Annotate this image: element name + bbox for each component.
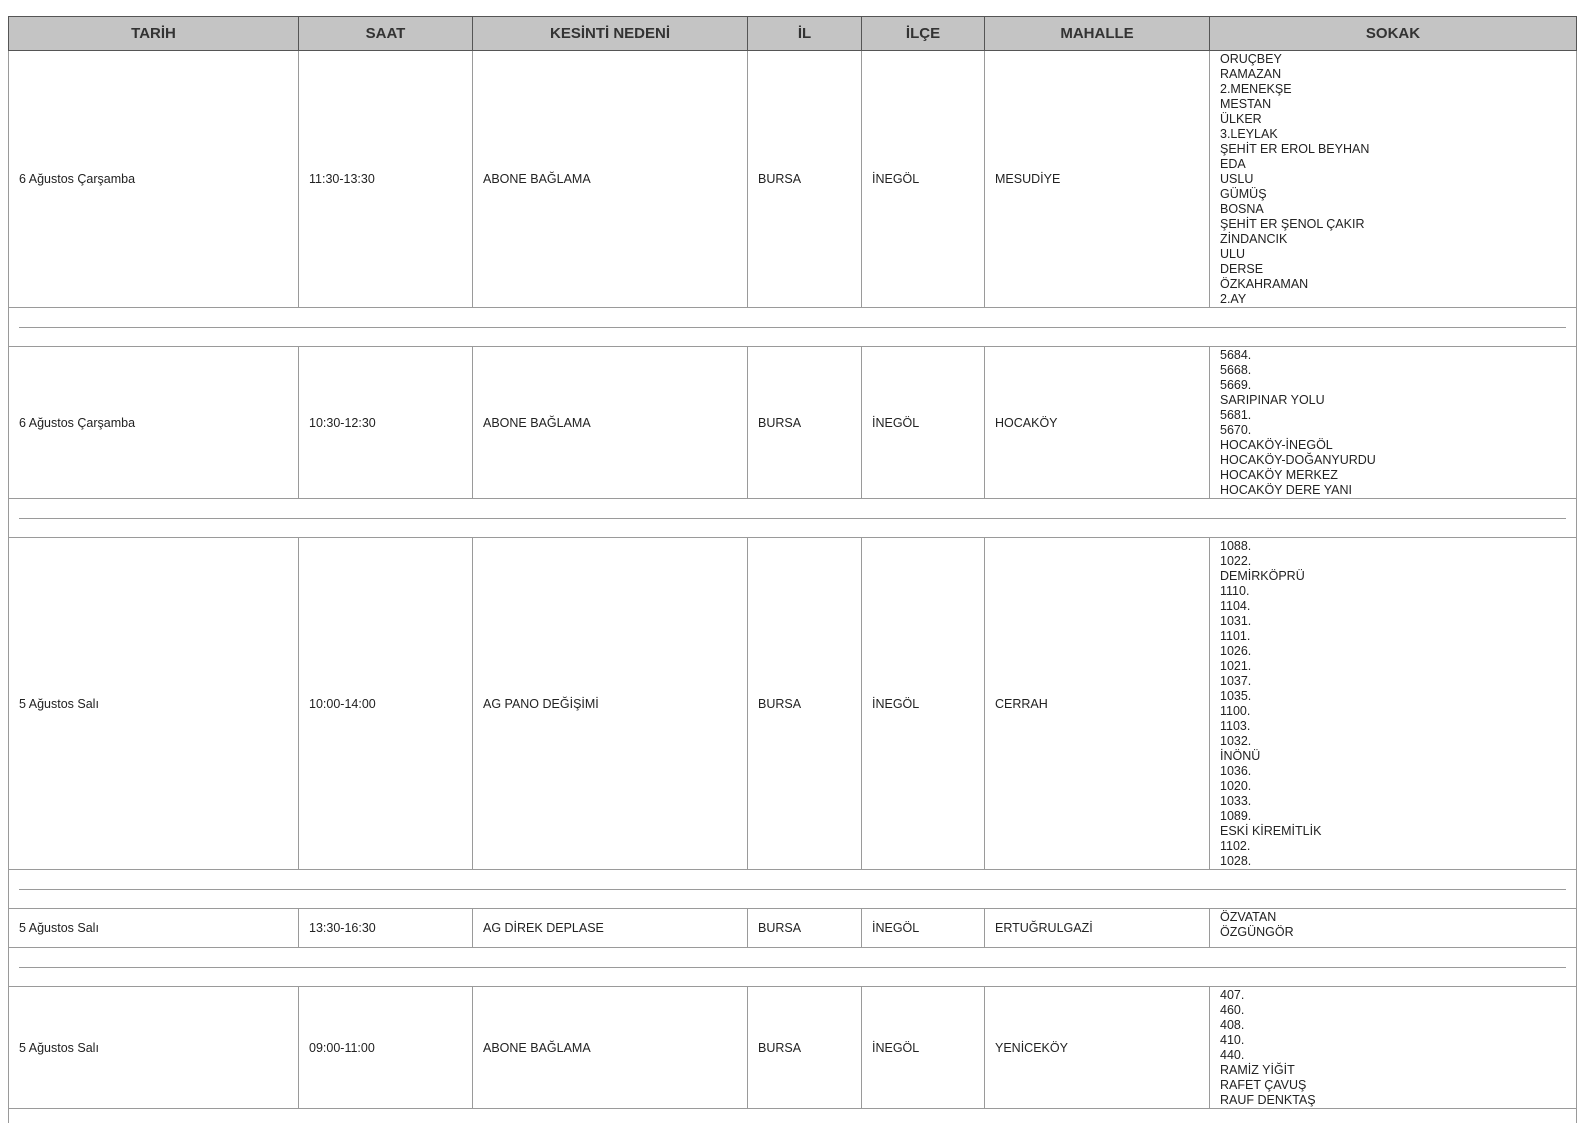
street-name: 5668. bbox=[1220, 363, 1566, 378]
cell-mahalle: ERTUĞRULGAZİ bbox=[985, 909, 1210, 948]
divider bbox=[19, 967, 1566, 968]
separator-row bbox=[9, 308, 1577, 347]
cell-sokak bbox=[1210, 538, 1577, 870]
cell-tarih: 5 Ağustos Salı bbox=[9, 909, 299, 948]
column-header-mahalle: MAHALLE bbox=[985, 17, 1210, 51]
separator-row bbox=[9, 870, 1577, 909]
column-header-kesinti-nedeni: KESİNTİ NEDENİ bbox=[473, 17, 748, 51]
street-name: ŞEHİT ER EROL BEYHAN bbox=[1220, 142, 1566, 157]
street-name: 1031. bbox=[1220, 614, 1566, 629]
street-name: 5684. bbox=[1220, 348, 1566, 363]
cell-saat: 10:30-12:30 bbox=[299, 347, 473, 499]
column-header-saat: SAAT bbox=[299, 17, 473, 51]
street-name: 1104. bbox=[1220, 599, 1566, 614]
cell-il: BURSA bbox=[748, 909, 862, 948]
separator-row bbox=[9, 948, 1577, 987]
street-name: ESKİ KİREMİTLİK bbox=[1220, 824, 1566, 839]
street-name: ZİNDANCIK bbox=[1220, 232, 1566, 247]
street-name: ÖZVATAN bbox=[1220, 910, 1566, 925]
street-name: HOCAKÖY-DOĞANYURDU bbox=[1220, 453, 1566, 468]
separator-row bbox=[9, 499, 1577, 538]
cell-tarih: 5 Ağustos Salı bbox=[9, 538, 299, 870]
separator-row bbox=[9, 1109, 1577, 1123]
cell-kesinti-nedeni: ABONE BAĞLAMA bbox=[473, 987, 748, 1109]
cell-kesinti-nedeni: ABONE BAĞLAMA bbox=[473, 347, 748, 499]
street-name: 1033. bbox=[1220, 794, 1566, 809]
column-header-ilce: İLÇE bbox=[862, 17, 985, 51]
street-name: RAUF DENKTAŞ bbox=[1220, 1093, 1566, 1108]
street-name: ŞEHİT ER ŞENOL ÇAKIR bbox=[1220, 217, 1566, 232]
street-name: ÖZKAHRAMAN bbox=[1220, 277, 1566, 292]
cell-il: BURSA bbox=[748, 51, 862, 308]
column-header-il: İL bbox=[748, 17, 862, 51]
cell-saat: 10:00-14:00 bbox=[299, 538, 473, 870]
cell-mahalle: HOCAKÖY bbox=[985, 347, 1210, 499]
cell-tarih: 6 Ağustos Çarşamba bbox=[9, 51, 299, 308]
cell-sokak bbox=[1210, 51, 1577, 308]
cell-tarih: 5 Ağustos Salı bbox=[9, 987, 299, 1109]
street-name: ORUÇBEY bbox=[1220, 52, 1566, 67]
street-name: RAMİZ YİĞİT bbox=[1220, 1063, 1566, 1078]
street-name: 1036. bbox=[1220, 764, 1566, 779]
cell-kesinti-nedeni: AG DİREK DEPLASE bbox=[473, 909, 748, 948]
cell-saat: 13:30-16:30 bbox=[299, 909, 473, 948]
street-name: 1021. bbox=[1220, 659, 1566, 674]
street-name: 460. bbox=[1220, 1003, 1566, 1018]
street-name: 2.AY bbox=[1220, 292, 1566, 307]
street-name: 1089. bbox=[1220, 809, 1566, 824]
street-name: SARIPINAR YOLU bbox=[1220, 393, 1566, 408]
street-name: ÖZGÜNGÖR bbox=[1220, 925, 1566, 940]
table-row bbox=[9, 909, 1577, 948]
table-row bbox=[9, 987, 1577, 1109]
cell-kesinti-nedeni: ABONE BAĞLAMA bbox=[473, 51, 748, 308]
cell-kesinti-nedeni: AG PANO DEĞİŞİMİ bbox=[473, 538, 748, 870]
street-name: 1026. bbox=[1220, 644, 1566, 659]
street-name: 440. bbox=[1220, 1048, 1566, 1063]
cell-il: BURSA bbox=[748, 347, 862, 499]
separator-cell bbox=[9, 1109, 1577, 1123]
street-name: 5681. bbox=[1220, 408, 1566, 423]
street-name: ÜLKER bbox=[1220, 112, 1566, 127]
table-row bbox=[9, 51, 1577, 308]
divider bbox=[19, 327, 1566, 328]
street-name: HOCAKÖY DERE YANI bbox=[1220, 483, 1566, 498]
street-name: 410. bbox=[1220, 1033, 1566, 1048]
street-name: RAFET ÇAVUŞ bbox=[1220, 1078, 1566, 1093]
street-name: HOCAKÖY-İNEGÖL bbox=[1220, 438, 1566, 453]
separator-cell bbox=[9, 948, 1577, 987]
cell-ilce: İNEGÖL bbox=[862, 909, 985, 948]
street-name: 5670. bbox=[1220, 423, 1566, 438]
separator-cell bbox=[9, 308, 1577, 347]
street-name: GÜMÜŞ bbox=[1220, 187, 1566, 202]
cell-il: BURSA bbox=[748, 987, 862, 1109]
street-name: 5669. bbox=[1220, 378, 1566, 393]
street-name: 1037. bbox=[1220, 674, 1566, 689]
street-name: 1035. bbox=[1220, 689, 1566, 704]
street-name: 1102. bbox=[1220, 839, 1566, 854]
street-name: USLU bbox=[1220, 172, 1566, 187]
street-name: EDA bbox=[1220, 157, 1566, 172]
street-name: 3.LEYLAK bbox=[1220, 127, 1566, 142]
cell-saat: 09:00-11:00 bbox=[299, 987, 473, 1109]
cell-mahalle: YENİCEKÖY bbox=[985, 987, 1210, 1109]
street-name: RAMAZAN bbox=[1220, 67, 1566, 82]
separator-cell bbox=[9, 870, 1577, 909]
column-header-sokak: SOKAK bbox=[1210, 17, 1577, 51]
cell-ilce: İNEGÖL bbox=[862, 51, 985, 308]
street-name: 1103. bbox=[1220, 719, 1566, 734]
cell-ilce: İNEGÖL bbox=[862, 987, 985, 1109]
divider bbox=[19, 889, 1566, 890]
street-name: 1022. bbox=[1220, 554, 1566, 569]
street-name: 1100. bbox=[1220, 704, 1566, 719]
street-name: 1110. bbox=[1220, 584, 1566, 599]
street-name: BOSNA bbox=[1220, 202, 1566, 217]
street-name: MESTAN bbox=[1220, 97, 1566, 112]
cell-mahalle: CERRAH bbox=[985, 538, 1210, 870]
cell-ilce: İNEGÖL bbox=[862, 347, 985, 499]
separator-cell bbox=[9, 499, 1577, 538]
street-name: DEMİRKÖPRÜ bbox=[1220, 569, 1566, 584]
cell-sokak bbox=[1210, 987, 1577, 1109]
street-name: 2.MENEKŞE bbox=[1220, 82, 1566, 97]
street-name: 408. bbox=[1220, 1018, 1566, 1033]
cell-il: BURSA bbox=[748, 538, 862, 870]
table-row bbox=[9, 347, 1577, 499]
street-name: 1032. bbox=[1220, 734, 1566, 749]
cell-ilce: İNEGÖL bbox=[862, 538, 985, 870]
street-name: 1088. bbox=[1220, 539, 1566, 554]
cell-tarih: 6 Ağustos Çarşamba bbox=[9, 347, 299, 499]
cell-sokak bbox=[1210, 909, 1577, 948]
table-row bbox=[9, 538, 1577, 870]
power-outage-table bbox=[8, 16, 1577, 1123]
street-name: ULU bbox=[1220, 247, 1566, 262]
street-name: DERSE bbox=[1220, 262, 1566, 277]
cell-mahalle: MESUDİYE bbox=[985, 51, 1210, 308]
street-name: İNÖNÜ bbox=[1220, 749, 1566, 764]
cell-saat: 11:30-13:30 bbox=[299, 51, 473, 308]
cell-sokak bbox=[1210, 347, 1577, 499]
street-name: 1020. bbox=[1220, 779, 1566, 794]
street-name: 1028. bbox=[1220, 854, 1566, 869]
column-header-tarih: TARİH bbox=[9, 17, 299, 51]
street-name: 1101. bbox=[1220, 629, 1566, 644]
divider bbox=[19, 518, 1566, 519]
street-name: 407. bbox=[1220, 988, 1566, 1003]
street-name: HOCAKÖY MERKEZ bbox=[1220, 468, 1566, 483]
table-header-row bbox=[9, 17, 1577, 51]
